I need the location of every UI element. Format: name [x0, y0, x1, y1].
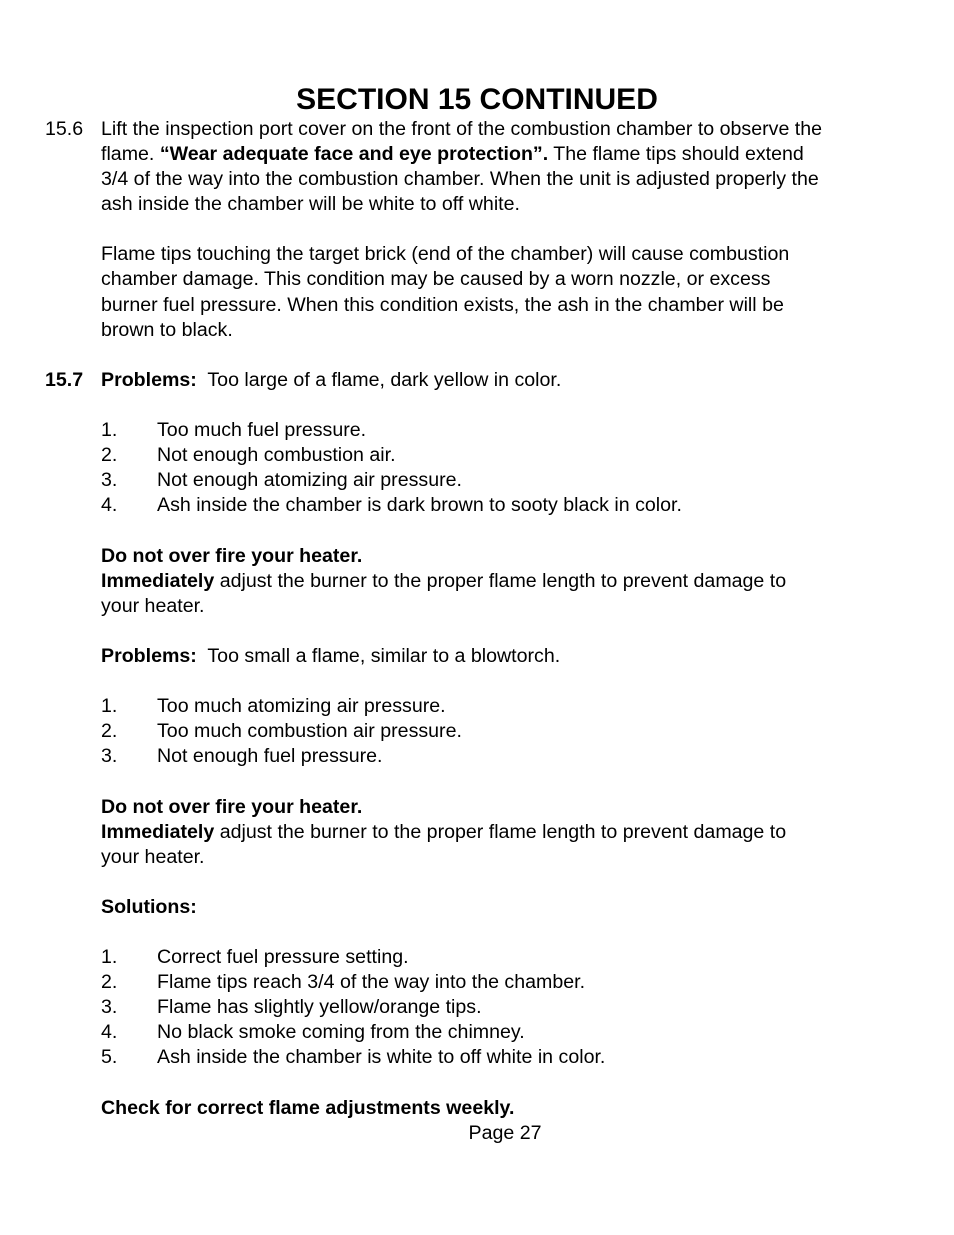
list-item-number: 4. — [101, 1021, 118, 1043]
warning-emphasis: Immediately — [101, 821, 215, 843]
solutions-heading: Solutions: — [101, 896, 197, 918]
paragraph-text: flame. — [101, 143, 160, 165]
paragraph-line: ash inside the chamber will be white to off white. — [101, 193, 520, 215]
list-item: Ash inside the chamber is dark brown to sooty black in color. — [157, 494, 682, 516]
list-item: Too much atomizing air pressure. — [157, 695, 446, 717]
paragraph-line: 3/4 of the way into the combustion chamber. When the unit is adjusted properly the — [101, 168, 819, 190]
list-item: Not enough atomizing air pressure. — [157, 469, 462, 491]
paragraph-line: chamber damage. This condition may be caused by a worn nozzle, or excess — [101, 268, 771, 290]
paragraph-line: Flame tips touching the target brick (end of the chamber) will cause combustion — [101, 243, 790, 265]
list-item-number: 4. — [101, 494, 118, 516]
list-item: Flame tips reach 3/4 of the way into the chamber. — [157, 971, 586, 993]
paragraph-text: The flame tips should extend — [548, 143, 804, 165]
list-item: Too much combustion air pressure. — [157, 720, 462, 742]
warning-heading: Do not over fire your heater. — [101, 796, 363, 818]
list-item: Not enough fuel pressure. — [157, 745, 383, 767]
list-item: Not enough combustion air. — [157, 444, 396, 466]
list-item: Correct fuel pressure setting. — [157, 946, 409, 968]
section-number-15-7: 15.7 — [45, 369, 84, 391]
list-item-number: 5. — [101, 1046, 118, 1068]
list-item-number: 3. — [101, 469, 118, 491]
list-item-number: 2. — [101, 444, 118, 466]
list-item-number: 1. — [101, 946, 118, 968]
list-item: Too much fuel pressure. — [157, 419, 367, 441]
paragraph-line: Lift the inspection port cover on the front of the combustion chamber to observe the — [101, 118, 823, 140]
list-item: Flame has slightly yellow/orange tips. — [157, 996, 482, 1018]
list-item: No black smoke coming from the chimney. — [157, 1021, 525, 1043]
problems-heading — [101, 368, 561, 393]
paragraph-line: burner fuel pressure. When this condition exists, the ash in the chamber will be — [101, 294, 784, 316]
warning-line: your heater. — [101, 595, 205, 617]
warning-line: your heater. — [101, 846, 205, 868]
problems-label: Problems: — [101, 645, 197, 667]
closing-note: Check for correct flame adjustments weekly. — [101, 1097, 515, 1119]
list-item-number: 1. — [101, 419, 118, 441]
problems-text: Too small a flame, similar to a blowtorch. — [207, 645, 561, 667]
warning-line — [101, 820, 786, 845]
problems-heading — [101, 644, 560, 669]
paragraph-line: brown to black. — [101, 319, 233, 341]
warning-text: adjust the burner to the proper flame length to prevent damage to — [214, 821, 787, 843]
page-number: Page 27 — [468, 1122, 542, 1144]
problems-text: Too large of a flame, dark yellow in color. — [207, 369, 562, 391]
safety-warning: “Wear adequate face and eye protection”. — [159, 143, 549, 165]
list-item-number: 3. — [101, 745, 118, 767]
warning-line — [101, 569, 786, 594]
list-item: Ash inside the chamber is white to off white in color. — [157, 1046, 606, 1068]
list-item-number: 2. — [101, 971, 118, 993]
list-item-number: 1. — [101, 695, 118, 717]
page-title: SECTION 15 CONTINUED — [296, 83, 658, 116]
warning-heading: Do not over fire your heater. — [101, 545, 363, 567]
warning-emphasis: Immediately — [101, 570, 215, 592]
paragraph-line — [101, 142, 804, 167]
warning-text: adjust the burner to the proper flame length to prevent damage to — [214, 570, 787, 592]
section-number-15-6: 15.6 — [45, 118, 84, 140]
list-item-number: 3. — [101, 996, 118, 1018]
list-item-number: 2. — [101, 720, 118, 742]
problems-label: Problems: — [101, 369, 197, 391]
